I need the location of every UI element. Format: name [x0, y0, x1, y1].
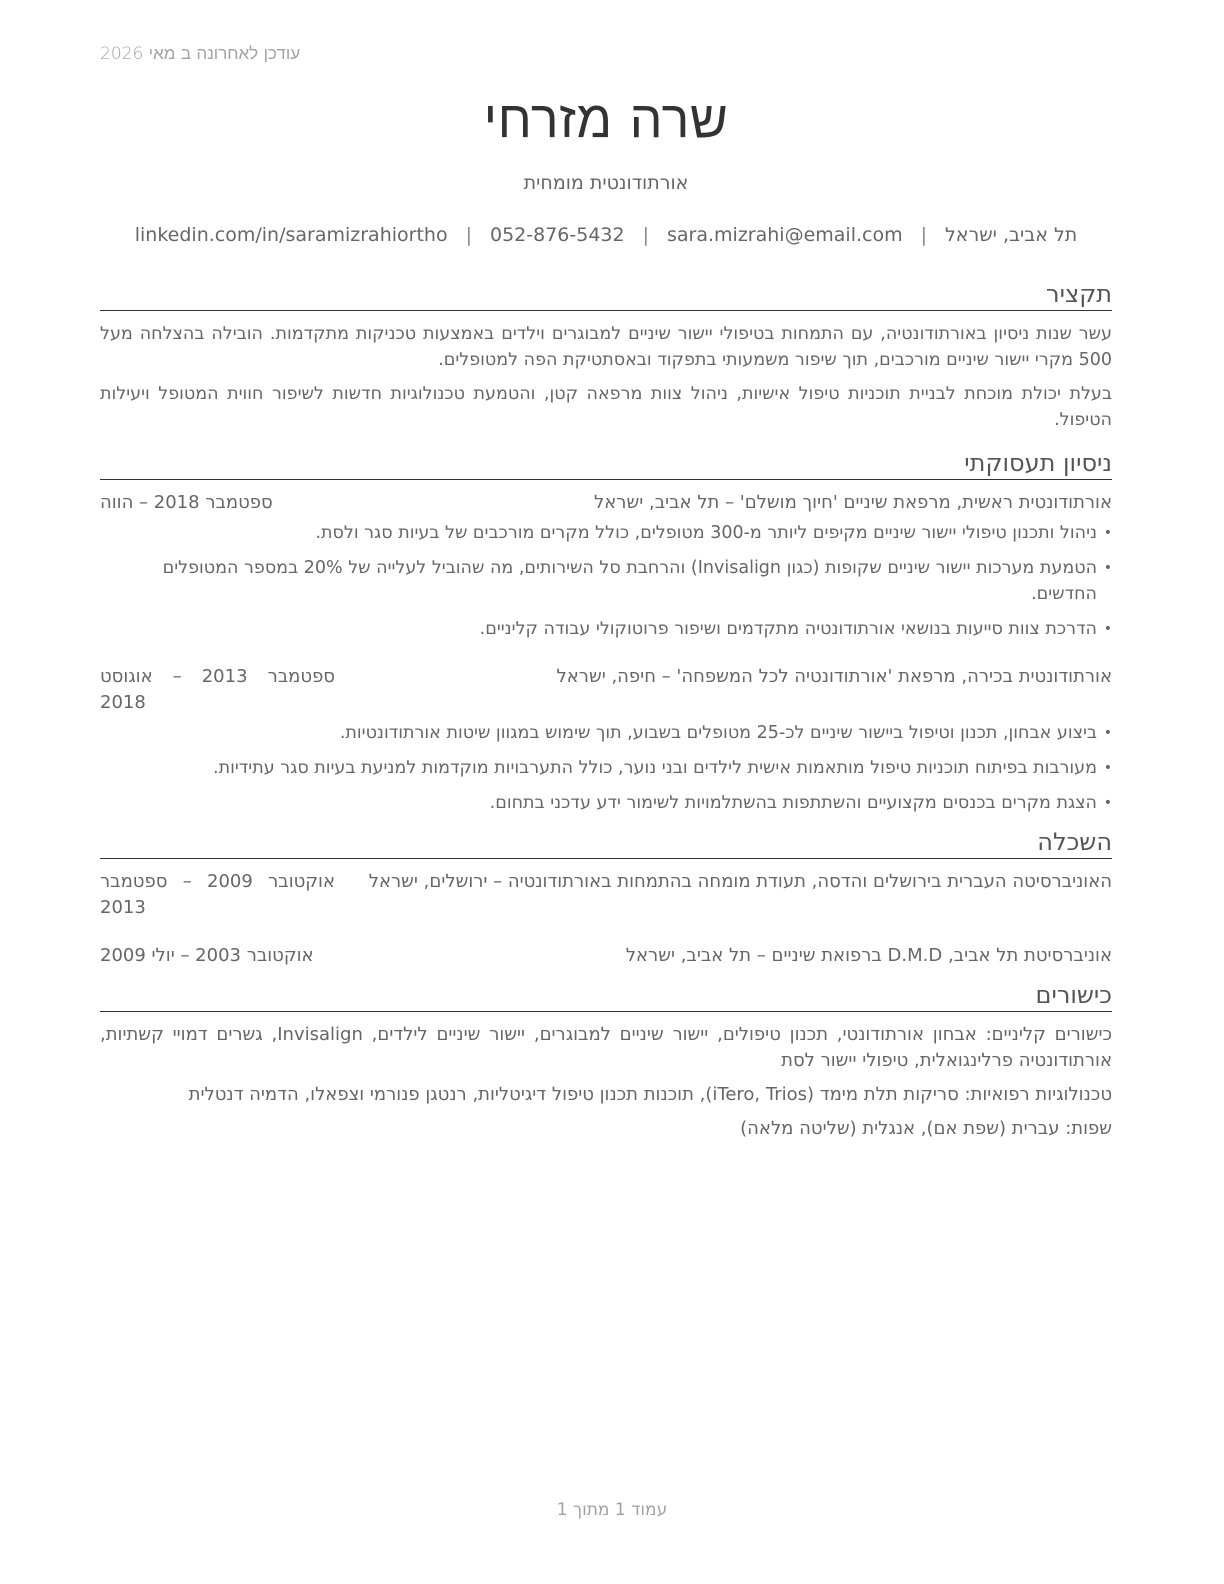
- job-bullet: • ביצוע אבחון, תכנון וטיפול ביישור שיניים לכ-25 מטופלים בשבוע, תוך שימוש במגוון שיטות אורתודונטיות.: [100, 720, 1097, 746]
- summary-section: [100, 278, 1112, 433]
- candidate-name: שרה מזרחי: [483, 90, 729, 150]
- contact-separator: |: [920, 224, 927, 246]
- job-entry: [100, 490, 1112, 642]
- skills-line: טכנולוגיות רפואיות: סריקות תלת מימד (iTero, Trios), תוכנות תכנון טיפול דיגיטליות, רנטגן פנורמי וצפאלו, הדמיה דנטלית: [188, 1084, 1112, 1105]
- education-institution: אוניברסיטת תל אביב, D.M.D ברפואת שיניים – תל אביב, ישראל: [625, 945, 1112, 966]
- job-bullets: [100, 720, 1112, 816]
- contact-email[interactable]: sara.mizrahi@email.com: [667, 224, 903, 246]
- job-dates: ספטמבר 2018 – הווה: [100, 492, 273, 513]
- job-bullet: • מעורבות בפיתוח תוכניות טיפול מותאמות אישית לילדים ובני נוער, כולל התערבויות מוקדמות למניעת בעיות סגר עתידיות.: [100, 755, 1097, 781]
- contact-line: [100, 222, 1112, 248]
- job-header: [100, 490, 1112, 516]
- education-dates: אוקטובר 2009 – ספטמבר 2013: [100, 871, 335, 918]
- job-bullet: • ניהול ותכנון טיפולי יישור שיניים מקיפים ליותר מ-300 מטופלים, כולל מקרים מורכבים של בעיות סגר ולסת.: [100, 520, 1097, 546]
- skills-line: כישורים קליניים: אבחון אורתודונטי, תכנון טיפולים, יישור שיניים למבוגרים, יישור שיניים לילדים, Invisalign, גשרים דמויי קשתיות, אורתודונטיה פרלינגואלית, טיפולי יישור לסת: [100, 1024, 1112, 1071]
- job-role: אורתודונטית ראשית, מרפאת שיניים 'חיוך מושלם' – תל אביב, ישראל: [594, 492, 1112, 513]
- contact-separator: |: [642, 224, 649, 246]
- education-dates: אוקטובר 2003 – יולי 2009: [100, 945, 314, 966]
- job-role: אורתודונטית בכירה, מרפאת 'אורתודונטיה לכל המשפחה' – חיפה, ישראל: [556, 666, 1112, 687]
- summary-paragraph: בעלת יכולת מוכחת לבניית תוכניות טיפול אישיות, ניהול צוות מרפאה קטן, והטמעת טכנולוגיות חדשות לשיפור חווית המטופל ויעילות הטיפול.: [100, 384, 1112, 430]
- job-bullet: • הדרכת צוות סייעות בנושאי אורתודונטיה מתקדמים ושיפור פרוטוקולי עבודה קליניים.: [100, 616, 1097, 642]
- contact-linkedin[interactable]: linkedin.com/in/saramizrahiortho: [134, 224, 448, 246]
- skills-heading: כישורים: [100, 979, 1112, 1012]
- resume-page: [100, 84, 1112, 1150]
- skills-section: [100, 979, 1112, 1142]
- last-updated-note: עודכן לאחרונה ב מאי 2026: [100, 44, 301, 64]
- page-number: עמוד 1 מתוך 1: [556, 1500, 668, 1520]
- education-entry: [100, 943, 1112, 969]
- experience-heading: ניסיון תעסוקתי: [100, 447, 1112, 480]
- skills-line: שפות: עברית (שפת אם), אנגלית (שליטה מלאה): [740, 1118, 1112, 1139]
- contact-phone[interactable]: 052-876-5432: [489, 224, 625, 246]
- job-bullet: • הצגת מקרים בכנסים מקצועיים והשתתפות בהשתלמויות לשימור ידע עדכני בתחום.: [100, 790, 1097, 816]
- job-header: [100, 664, 1112, 716]
- summary-heading: תקציר: [100, 278, 1112, 311]
- contact-separator: |: [465, 224, 472, 246]
- candidate-title: אורתודונטית מומחית: [523, 172, 689, 194]
- job-bullets: [100, 520, 1112, 642]
- experience-section: [100, 447, 1112, 816]
- summary-paragraph: עשר שנות ניסיון באורתודונטיה, עם התמחות בטיפולי יישור שיניים למבוגרים וילדים באמצעות טכניקות מתקדמות. הובילה בהצלחה מעל 500 מקרי יישור שיניים מורכבים, תוך שיפור משמעותי בתפקוד ובאסתטיקת הפה למטופלים.: [100, 324, 1112, 370]
- education-entry: [100, 869, 1112, 921]
- education-institution: האוניברסיטה העברית בירושלים והדסה, תעודת מומחה בהתמחות באורתודונטיה – ירושלים, ישראל: [368, 871, 1112, 892]
- education-heading: השכלה: [100, 826, 1112, 859]
- job-bullet: • הטמעת מערכות יישור שיניים שקופות (כגון Invisalign) והרחבת סל השירותים, מה שהוביל לעלייה של 20% במספר המטופלים החדשים.: [100, 555, 1097, 607]
- job-dates: ספטמבר 2013 – אוגוסט 2018: [100, 666, 335, 713]
- contact-location: תל אביב, ישראל: [945, 224, 1078, 246]
- job-entry: [100, 664, 1112, 816]
- education-section: [100, 826, 1112, 969]
